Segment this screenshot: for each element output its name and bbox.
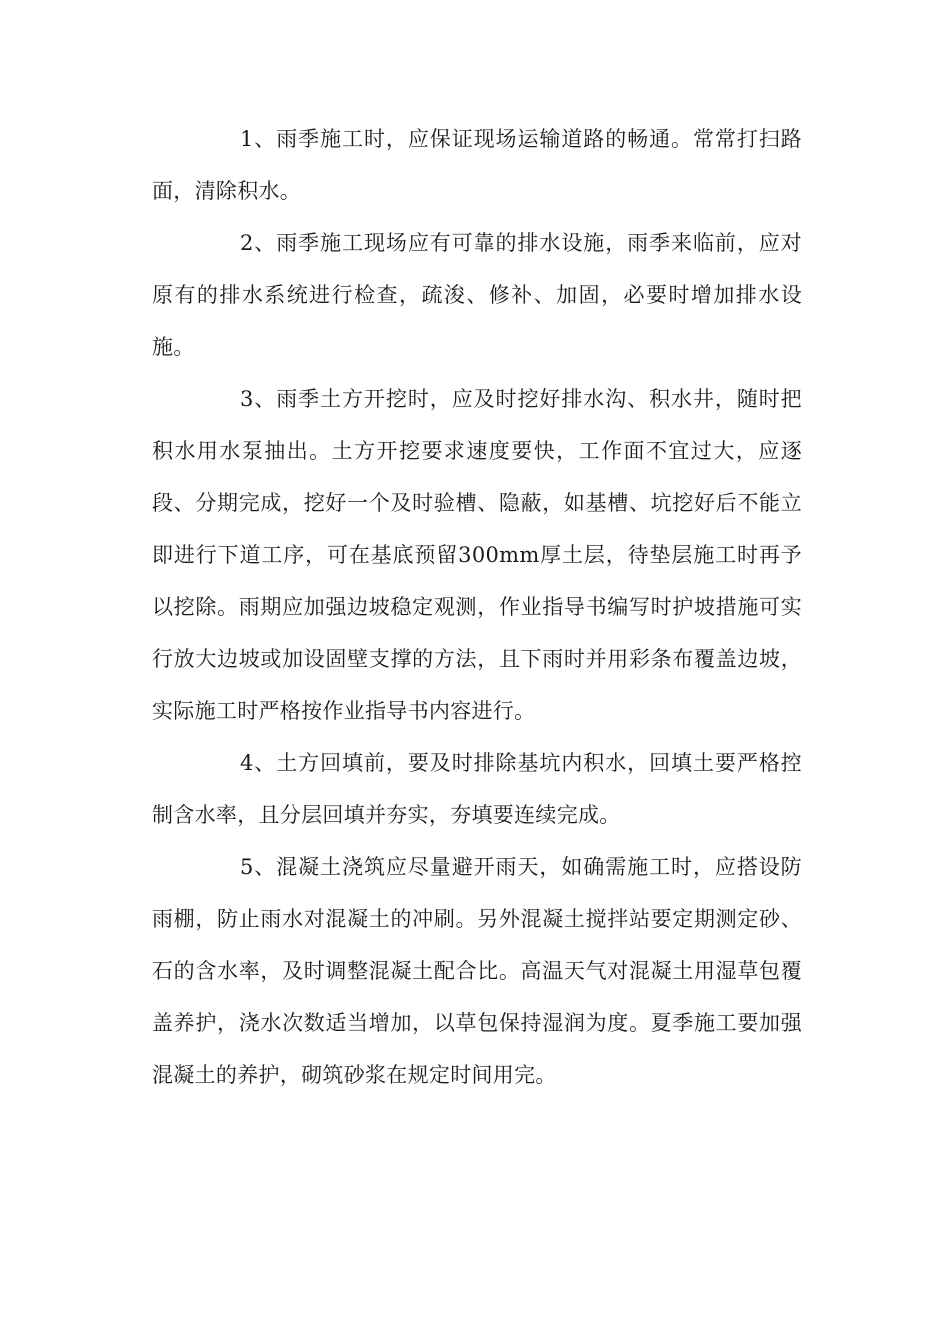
paragraph-4: 4、土方回填前，要及时排除基坑内积水，回填土要严格控制含水率，且分层回填并夯实，夯填要连续完成。 [152,751,802,827]
paragraph-1: 1、雨季施工时，应保证现场运输道路的畅通。常常打扫路面，清除积水。 [152,127,802,203]
document-body [152,113,802,1101]
paragraph-2: 2、雨季施工现场应有可靠的排水设施，雨季来临前，应对原有的排水系统进行检查，疏浚、修补、加固，必要时增加排水设施。 [152,231,802,359]
paragraph-3: 3、雨季土方开挖时，应及时挖好排水沟、积水井，随时把积水用水泵抽出。土方开挖要求速度要快，工作面不宜过大，应逐段、分期完成，挖好一个及时验槽、隐蔽，如基槽、坑挖好后不能立即进行下道工序，可在基底预留300mm厚土层，待垫层施工时再予以挖除。雨期应加强边坡稳定观测，作业指导书编写时护坡措施可实行放大边坡或加设固壁支撑的方法，且下雨时并用彩条布覆盖边坡，实际施工时严格按作业指导书内容进行。 [152,387,802,723]
paragraph-5: 5、混凝土浇筑应尽量避开雨天，如确需施工时，应搭设防雨棚，防止雨水对混凝土的冲刷。另外混凝土搅拌站要定期测定砂、石的含水率，及时调整混凝土配合比。高温天气对混凝土用湿草包覆盖养护，浇水次数适当增加，以草包保持湿润为度。夏季施工要加强混凝土的养护，砌筑砂浆在规定时间用完。 [152,855,802,1087]
